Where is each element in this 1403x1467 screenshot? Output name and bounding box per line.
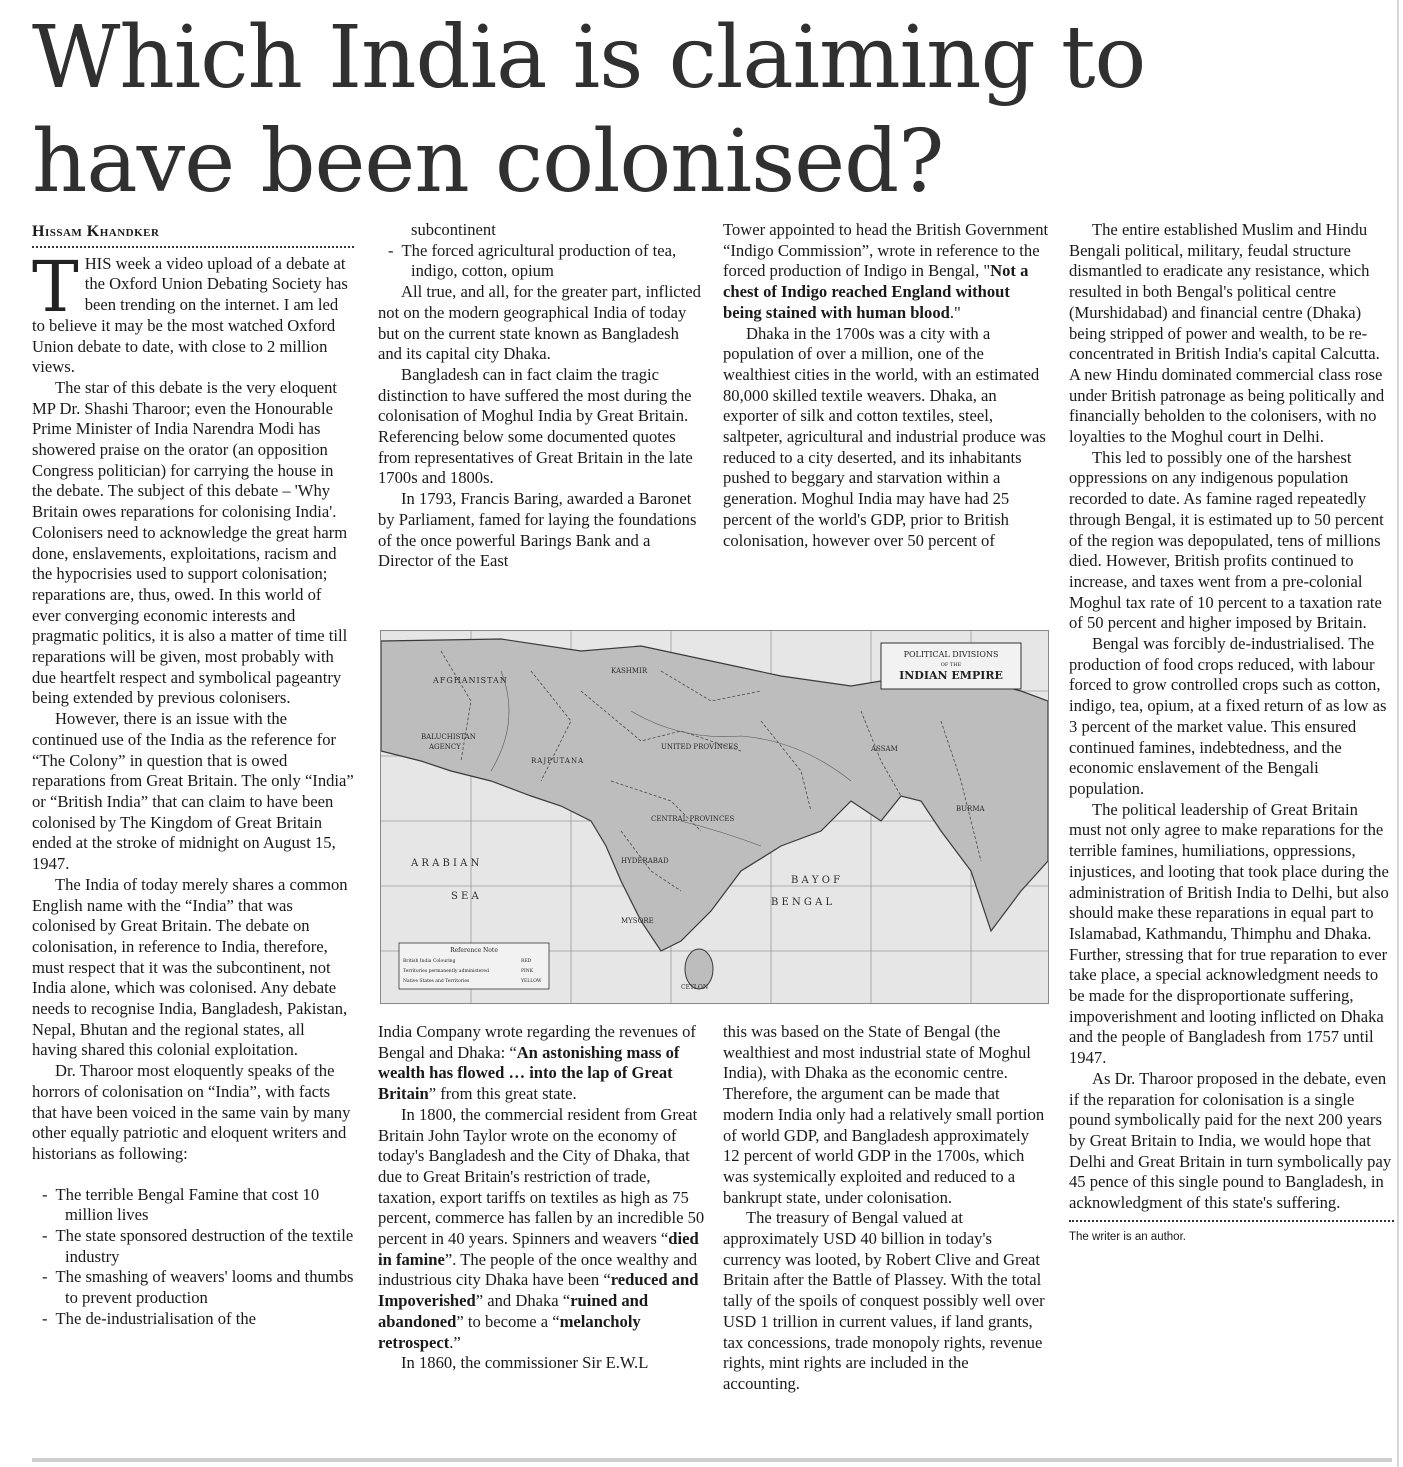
headline: Which India is claiming to have been colonised? <box>32 8 1146 212</box>
list-item: - The state sponsored destruction of the textile industry <box>32 1226 354 1267</box>
quote: ruined and abandoned <box>378 1291 649 1331</box>
label-bengal: B E N G A L <box>771 897 833 908</box>
quote: Not a chest of Indigo reached England without being stained with human blood <box>723 261 1029 322</box>
legend-row-colour: PINK <box>521 969 534 974</box>
paragraph <box>723 220 1049 324</box>
quote: melancholy retrospect <box>378 1311 641 1352</box>
label-agency: AGENCY <box>429 743 461 751</box>
label-assam: ASSAM <box>871 745 898 753</box>
paragraph: However, there is an issue with the continued use of the India as the reference for “The Colony” in question that is owed reparations from Great Britain. The only “India” or “British India” that can claim to have been colonised by The Kingdom of Great Britain ended at the stroke of midnight on August 15, 1947. <box>32 709 354 874</box>
text: ." <box>949 302 961 322</box>
drop-cap: T <box>32 245 79 328</box>
label-bay-of: B A Y O F <box>791 875 841 886</box>
paragraph: The treasury of Bengal valued at approximately USD 40 billion in today's currency was looted, by Robert Clive and Great Britain after the Battle of Plassey. With the total tally of the spoils of conquest possibly well over USD 1 trillion in current values, if land grants, tax concessions, trade monopoly rights, revenue rights, mint rights are included in the accounting. <box>723 1208 1045 1393</box>
map-title-small: POLITICAL DIVISIONS <box>903 650 999 659</box>
label-hyderabad: HYDERABAD <box>621 857 669 865</box>
paragraph <box>32 245 354 378</box>
text: ” from this great state. <box>428 1084 577 1104</box>
map-title-main: INDIAN EMPIRE <box>899 669 1003 682</box>
article-column-4 <box>1069 220 1394 1247</box>
article-column-3 <box>723 220 1049 551</box>
paragraph: The political leadership of Great Britain must not only agree to make reparations for the terrible famines, humiliations, oppressions, injustices, and looting that took place during the administration of British India to Delhi, but also should make these reparations in equal part to Islamabad, Kathmandu, Thimphu and Dhaka. Further, stressing that for true reparation to ever take place, a special acknowledgment needs to be made for the disproportionate suffering, impoverishment and looting inflicted on Dhaka and the people of Bangladesh from 1757 until 1947. <box>1069 799 1389 1068</box>
paragraph: Dhaka in the 1700s was a city with a population of over a million, one of the wealthiest cities in the world, with an estimated 80,000 skilled textile weavers. Dhaka, an exporter of silk and cotton textiles, steel, saltpeter, agricultural and industrial produce was reduced to a city deserted, and its inhabitants pushed to beggary and starvation within a generation. Moghul India may have had 25 percent of the world's GDP, prior to British colonisation, however over 50 percent of <box>723 323 1046 550</box>
paragraph: Dr. Tharoor most eloquently speaks of the horrors of colonisation on “India”, with facts that have been voiced in the same vain by many other equally patriotic and eloquent writers and historians as following: <box>32 1061 351 1163</box>
list-item: - The forced agricultural production of tea, indigo, cotton, opium <box>378 241 706 282</box>
horrors-list <box>32 1185 354 1330</box>
label-kashmir: KASHMIR <box>611 667 648 675</box>
paragraph: This led to possibly one of the harshest oppressions on any indigenous population recorded to date. As famine raged repeatedly through Bengal, it is estimated up to 50 percent of the region was depopulated, tens of millions died. However, British profits continued to increase, and taxes went from a pre-colonial Moghul tax rate of 10 percent to a taxation rate of 50 percent and higher imposed by Britain. <box>1069 447 1384 633</box>
legend-title: Reference Note <box>450 947 498 954</box>
text: .” <box>449 1332 461 1352</box>
text: ” to become a “ <box>456 1311 560 1331</box>
page-right-edge <box>1397 0 1399 1467</box>
paragraph: this was based on the State of Bengal (the wealthiest and most industrial state of Moghul India), with Dhaka as the economic centre. Therefore, the argument can be made that modern India only had a relatively small portion of world GDP, and Bangladesh approximately 12 percent of world GDP in the 1700s, which was systemically exploited and reduced to a bankrupt state, under colonisation. <box>723 1022 1045 1207</box>
legend-row-label: Native States and Territories <box>403 979 470 984</box>
text: Tower appointed to head the British Government “Indigo Commission”, wrote in reference to the forced production of Indigo in Bengal, " <box>723 220 1049 281</box>
article-column-3-continued <box>723 1022 1049 1395</box>
quote: An astonishing mass of wealth has flowed … into the lap of Great Britain <box>378 1042 680 1104</box>
paragraph <box>378 1105 706 1353</box>
list-item: - The terrible Bengal Famine that cost 10 million lives <box>32 1185 354 1226</box>
label-baluchistan: BALUCHISTAN <box>421 733 476 741</box>
paragraph: The star of this debate is the very eloquent MP Dr. Shashi Tharoor; even the Honourable Prime Minister of India Narendra Modi has showered praise on the orator (an opposition Congress politician) for carrying the house in the debate. The subject of this debate – 'Why Britain owes reparations for colonising India'. Colonisers need to acknowledge the great harm done, enslavements, exploitations, racism and the hypocrisies used to support colonisation; reparations are, thus, owed. In this world of ever converging economic interests and pragmatic politics, it is also a matter of time till reparations will be given, most probably with due heartfelt respect and symbolical pageantry being extended by previous colonisers. <box>32 377 348 708</box>
paragraph: The India of today merely shares a common English name with the “India” that was colonised by Great Britain. The debate on colonisation, in reference to India, therefore, must respect that it was the subcontinent, not India alone, which was colonised. Any debate needs to recognise India, Bangladesh, Pakistan, Nepal, Bhutan and the regional states, all having shared this colonial exploitation. <box>32 874 348 1060</box>
label-burma: BURMA <box>956 805 985 813</box>
article-column-1 <box>32 222 354 1330</box>
legend-row-label: Territories permanently administered <box>403 969 489 974</box>
quote: died in famine <box>378 1229 699 1269</box>
byline: Hissam Khandker <box>32 222 354 248</box>
label-united-provinces: UNITED PROVINCES <box>661 743 739 751</box>
label-rajputana: RAJPUTANA <box>531 757 585 765</box>
list-item: - The smashing of weavers' looms and thumbs to prevent production <box>32 1267 354 1308</box>
paragraph: In 1793, Francis Baring, awarded a Baronet by Parliament, famed for laying the foundations of the once powerful Barings Bank and a Director of the East <box>378 489 697 571</box>
legend-row-label: British India Colouring <box>403 959 456 964</box>
writer-note: The writer is an author. <box>1069 1220 1394 1248</box>
paragraph: In 1860, the commissioner Sir E.W.L <box>401 1353 649 1373</box>
paragraph: All true, and all, for the greater part, inflicted not on the modern geographical India of today but on the current state known as Bangladesh and its capital city Dhaka. <box>378 282 701 364</box>
map-title-of: OF THE <box>940 662 962 668</box>
text: ” and Dhaka “ <box>475 1291 571 1311</box>
list-item: - The de-industrialisation of the <box>32 1309 354 1330</box>
page-bottom-rule <box>32 1458 1392 1462</box>
horrors-list-cont <box>378 241 706 282</box>
legend-row-colour: RED <box>521 959 532 964</box>
label-ceylon: CEYLON <box>681 984 709 991</box>
map-drawing <box>381 631 1048 1003</box>
paragraph-text: HIS week a video upload of a debate at the Oxford Union Debating Society has been trending on the internet. I am led to believe it may be the most watched Oxford Union debate to date, with close to 2 million views. <box>32 253 348 377</box>
ceylon-island <box>685 949 713 989</box>
text: ”. The people of the once wealthy and industrious city Dhaka have been “ <box>378 1249 698 1290</box>
label-mysore: MYSORE <box>621 917 654 925</box>
label-sea: S E A <box>451 891 479 902</box>
label-arabian: A R A B I A N <box>411 858 480 869</box>
quote: reduced and Impoverished <box>378 1270 699 1311</box>
article-column-2 <box>378 220 706 572</box>
label-central-provinces: CENTRAL PROVINCES <box>651 815 735 823</box>
list-continuation: subcontinent <box>411 220 496 239</box>
paragraph: As Dr. Tharoor proposed in the debate, even if the reparation for colonisation is a single pound symbolically paid for the next 200 years by Great Britain to India, we would hope that Delhi and Great Britain in turn symbolically pay 45 pence of this single pound to Bangladesh, in acknowledgment of this state's suffering. <box>1069 1068 1392 1213</box>
text: In 1800, the commercial resident from Great Britain John Taylor wrote on the economy of today's Bangladesh and the City of Dhaka, that due to Great Britain's restriction of trade, taxation, export tariffs on textiles as high as 75 percent, commerce has fallen by an incredible 50 percent in 40 years. Spinners and weavers “ <box>378 1104 705 1249</box>
paragraph: The entire established Muslim and Hindu Bengali political, military, feudal structure dismantled to eradicate any resistance, which resulted in both Bengal's political centre (Murshidabad) and financial centre (Dhaka) being stripped of power and wealth, to be re-concentrated in British India's capital Calcutta. A new Hindu dominated commercial class rose under British patronage as being politically and financially beholden to the colonisers, with no loyalties to the Moghul court in Delhi. <box>1069 220 1385 447</box>
label-afghanistan: AFGHANISTAN <box>433 676 508 685</box>
article-column-2-continued <box>378 1022 706 1374</box>
paragraph <box>378 1022 706 1105</box>
text: India Company wrote regarding the revenues of Bengal and Dhaka: “ <box>378 1022 696 1062</box>
paragraph: Bengal was forcibly de-industrialised. The production of food crops reduced, with labour forced to grow controlled crops such as cotton, indigo, tea, opium, at a fixed return of as low as 3 percent of the market value. This ensured continued famines, indebtedness, and the economic enslavement of the Bengali population. <box>1069 634 1387 798</box>
indian-empire-map <box>380 630 1049 1004</box>
legend-row-colour: YELLOW <box>521 979 542 984</box>
paragraph: Bangladesh can in fact claim the tragic distinction to have suffered the most during the colonisation of Moghul India by Great Britain. Referencing below some documented quotes from representatives of Great Britain in the late 1700s and 1800s. <box>378 364 693 488</box>
